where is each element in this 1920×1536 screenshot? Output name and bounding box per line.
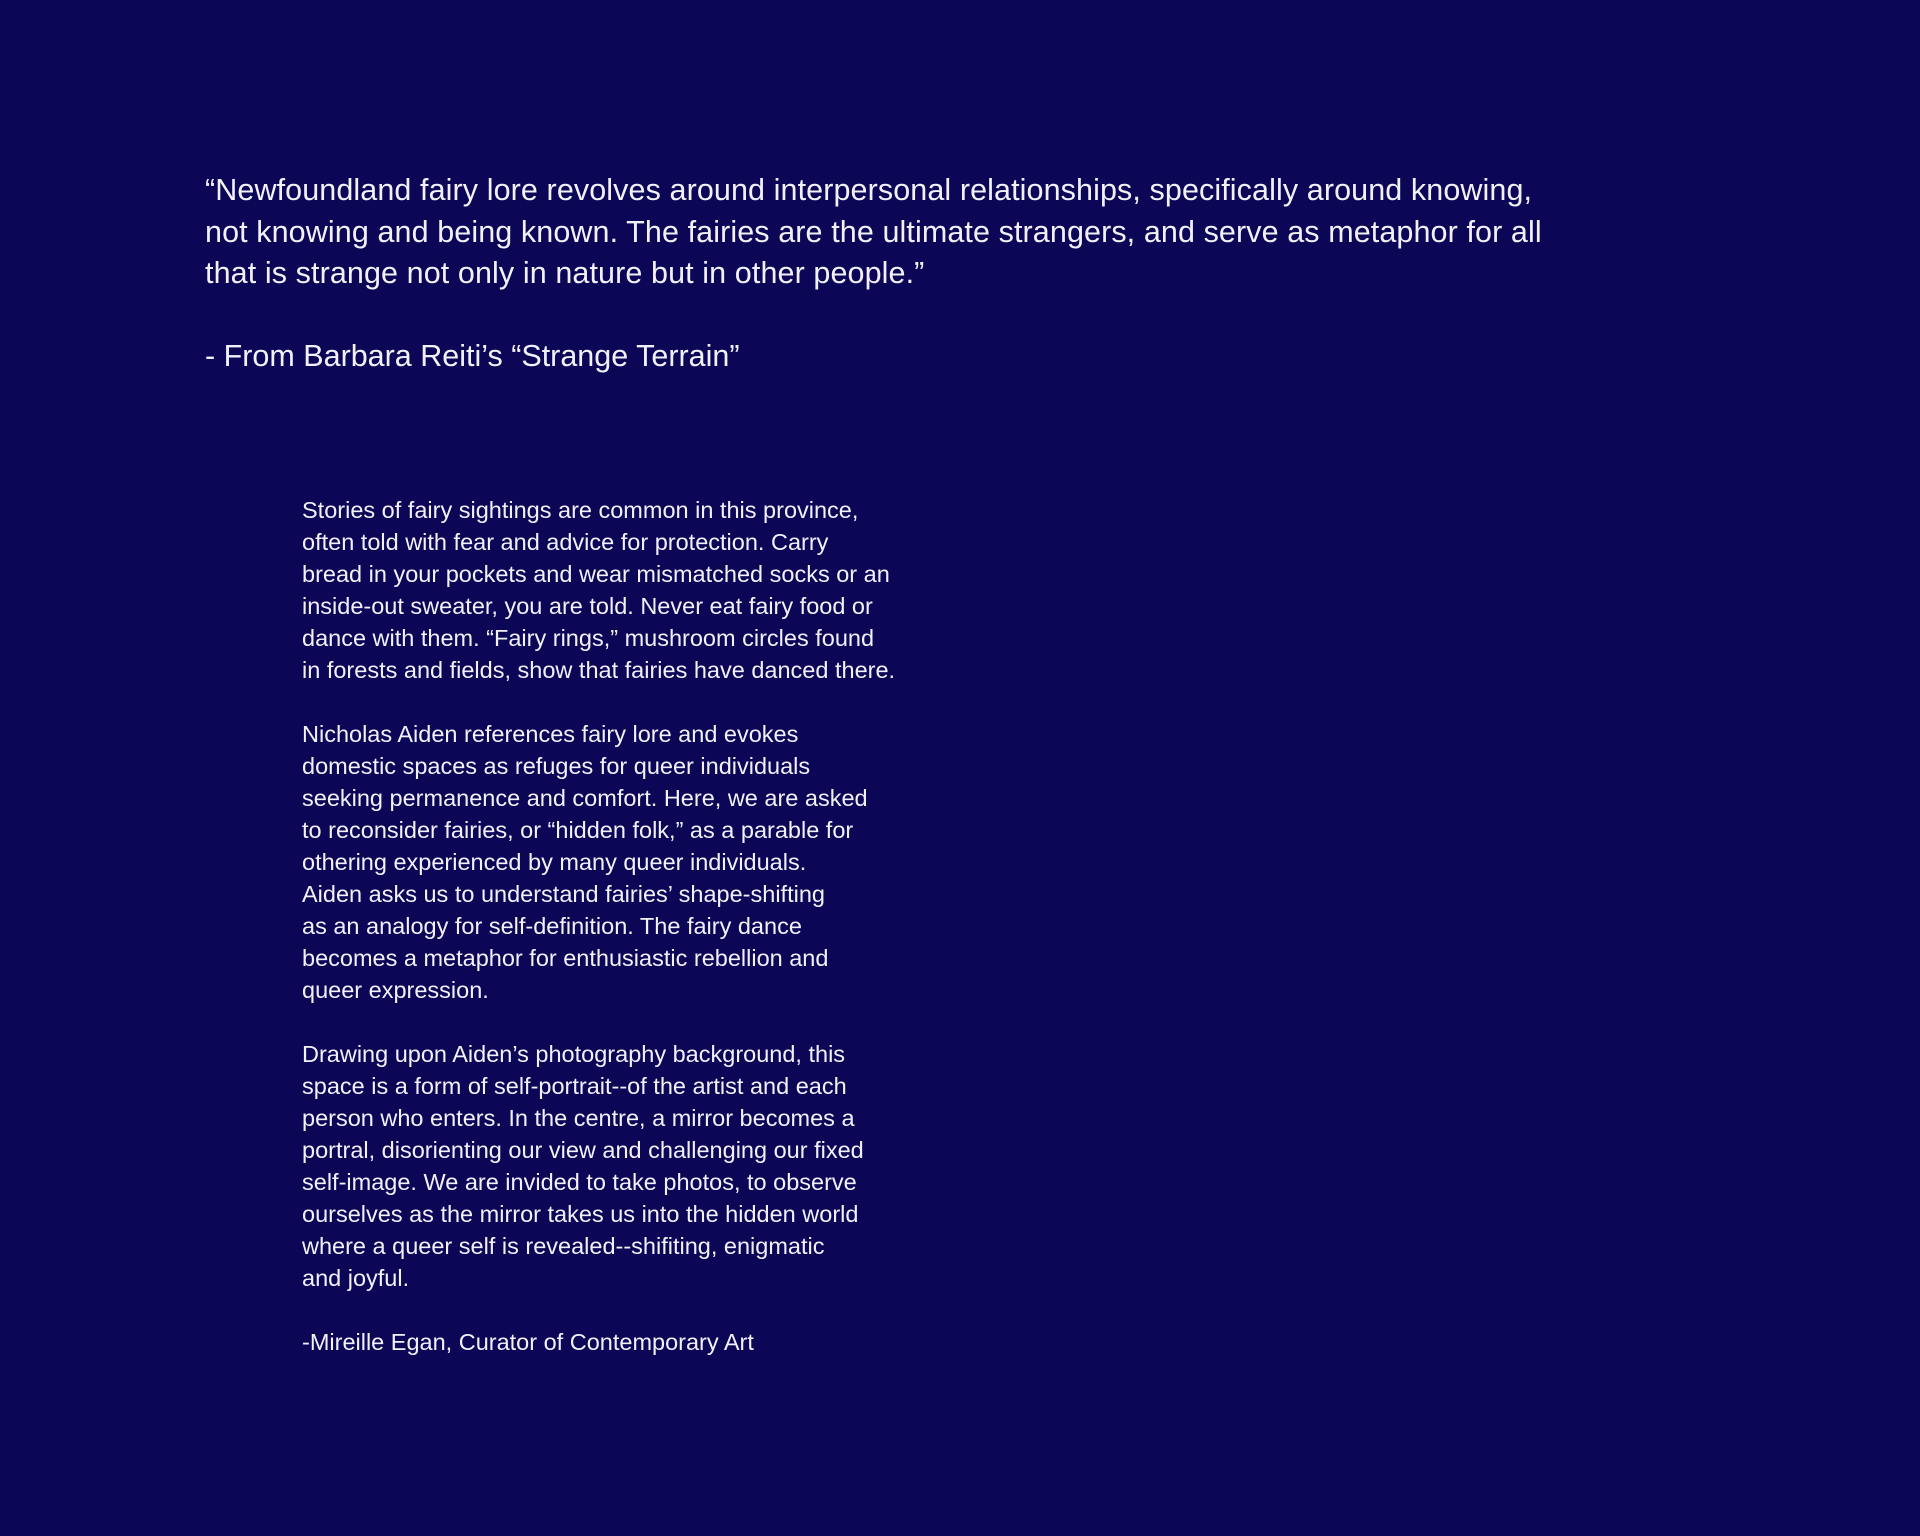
essay-line: othering experienced by many queer individuals. [302, 849, 807, 875]
essay-line: domestic spaces as refuges for queer individuals [302, 753, 811, 779]
essay-line: Drawing upon Aiden’s photography background, this [302, 1041, 846, 1067]
essay-line: portral, disorienting our view and challenging our fixed [302, 1137, 864, 1163]
essay-line: person who enters. In the centre, a mirror becomes a [302, 1105, 855, 1131]
epigraph-quote [205, 170, 1765, 377]
essay-paragraph-fairy-sightings [302, 494, 1062, 686]
essay-line: often told with fear and advice for protection. Carry [302, 529, 829, 555]
essay-paragraph-artist-references [302, 718, 1062, 1006]
essay-line: Stories of fairy sightings are common in this province, [302, 497, 859, 523]
essay-line: and joyful. [302, 1265, 410, 1291]
essay-line: where a queer self is revealed--shifiting, enigmatic [302, 1233, 825, 1259]
quote-line: “Newfoundland fairy lore revolves around interpersonal relationships, specifically around knowing, [205, 173, 1533, 207]
essay-line: seeking permanence and comfort. Here, we are asked [302, 785, 868, 811]
essay-line: to reconsider fairies, or “hidden folk,” as a parable for [302, 817, 854, 843]
essay-line: space is a form of self-portrait--of the artist and each [302, 1073, 847, 1099]
essay-line: Nicholas Aiden references fairy lore and evokes [302, 721, 799, 747]
curatorial-essay [302, 494, 1062, 1358]
quote-line: not knowing and being known. The fairies are the ultimate strangers, and serve as metaphor for all [205, 214, 1542, 249]
essay-line: becomes a metaphor for enthusiastic rebellion and [302, 945, 829, 971]
essay-line: bread in your pockets and wear mismatched socks or an [302, 561, 890, 587]
essay-line: ourselves as the mirror takes us into the hidden world [302, 1201, 859, 1227]
essay-line: Aiden asks us to understand fairies’ shape-shifting [302, 881, 825, 907]
quote-line: that is strange not only in nature but in other people.” [205, 256, 925, 290]
essay-line: queer expression. [302, 977, 489, 1003]
essay-line: dance with them. “Fairy rings,” mushroom circles found [302, 625, 875, 651]
curator-signature: -Mireille Egan, Curator of Contemporary Art [302, 1329, 754, 1355]
essay-line: self-image. We are invided to take photos, to observe [302, 1169, 857, 1195]
essay-line: in forests and fields, show that fairies have danced there. [302, 657, 896, 683]
quote-source: - From Barbara Reiti’s “Strange Terrain” [205, 338, 740, 373]
essay-line: as an analogy for self-definition. The fairy dance [302, 913, 802, 939]
quote-text [205, 170, 1765, 295]
essay-paragraph-mirror-portal [302, 1038, 1062, 1294]
essay-line: inside-out sweater, you are told. Never eat fairy food or [302, 593, 873, 619]
